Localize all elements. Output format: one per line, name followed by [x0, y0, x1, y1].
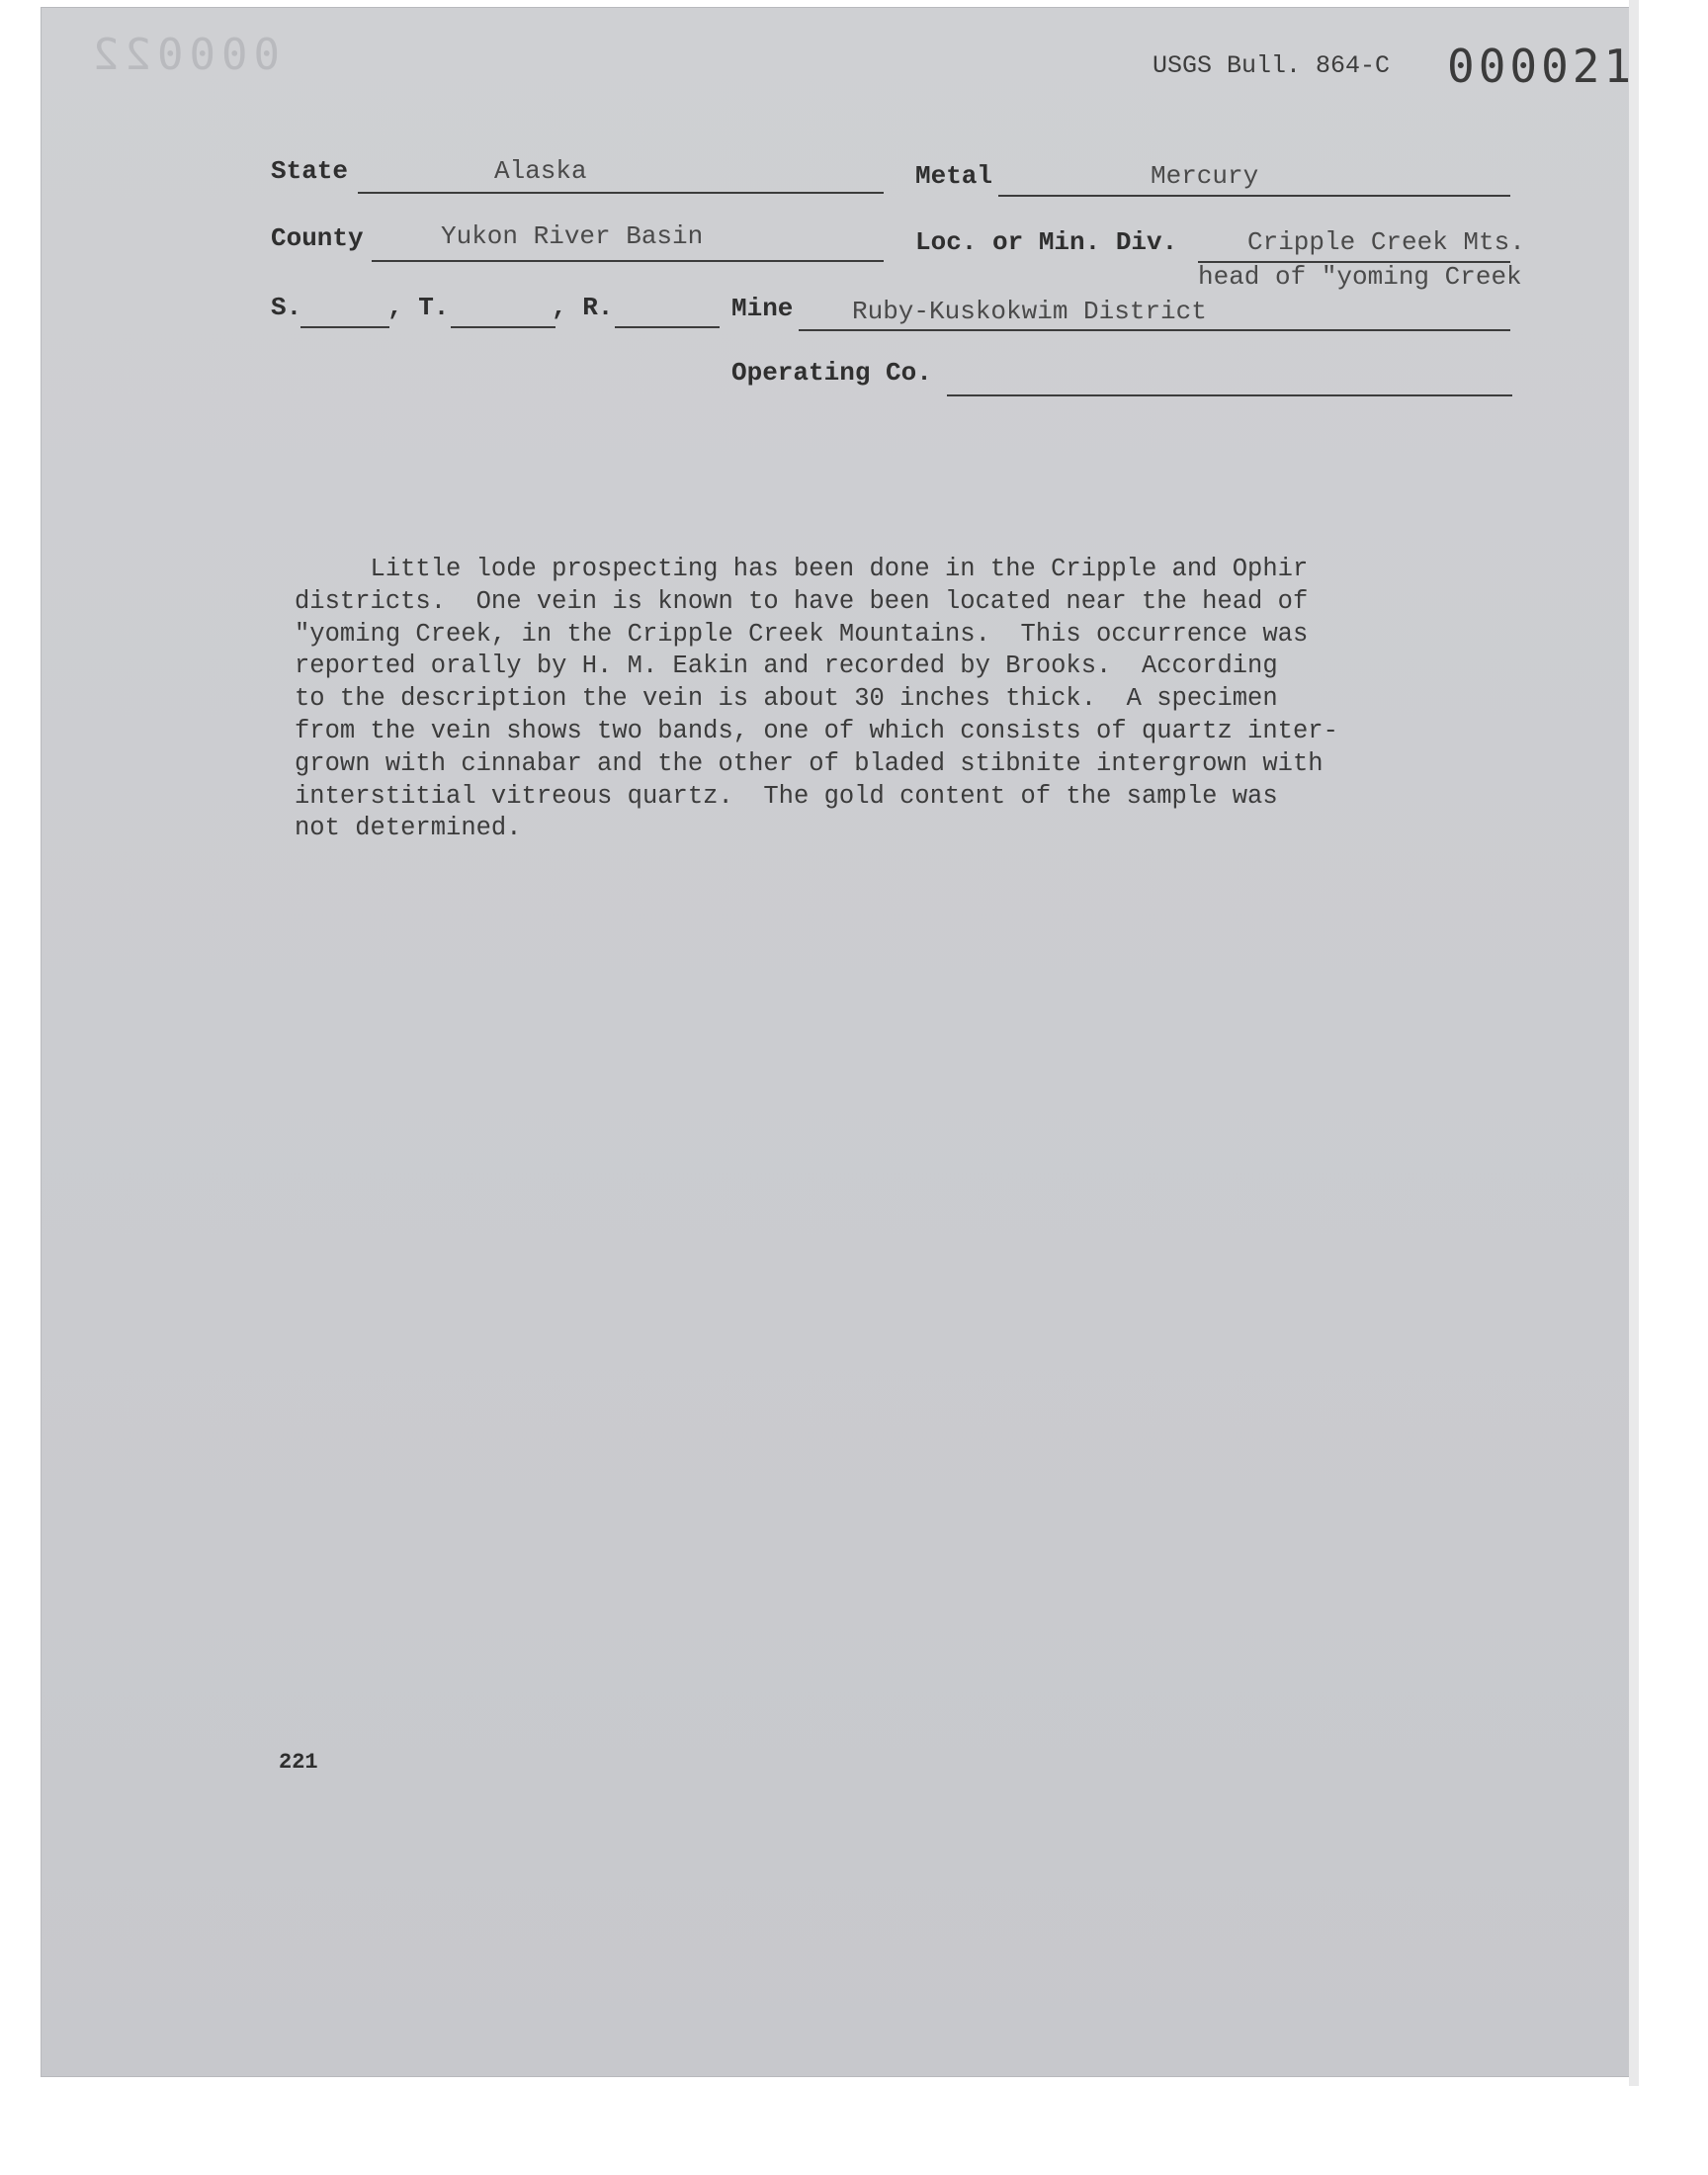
operating-co-rule [947, 394, 1512, 396]
paragraph-line: to the description the vein is about 30 inches thick. A specimen [295, 684, 1278, 714]
loc-value-line1: Cripple Creek Mts. [1247, 227, 1525, 257]
paragraph-line: "yoming Creek, in the Cripple Creek Mountains. This occurrence was [295, 619, 1309, 649]
township-rule [451, 326, 555, 328]
range-label: , R. [552, 293, 614, 322]
county-value: Yukon River Basin [441, 221, 704, 251]
metal-rule [998, 195, 1510, 197]
range-rule [615, 326, 720, 328]
section-label: S. [271, 293, 302, 322]
state-rule [358, 192, 884, 194]
metal-label: Metal [915, 161, 993, 191]
state-label: State [271, 156, 349, 186]
paragraph-line: from the vein shows two bands, one of which consists of quartz inter- [295, 716, 1338, 745]
page-number: 221 [279, 1750, 318, 1775]
section-rule [300, 326, 389, 328]
township-label: , T. [387, 293, 450, 322]
paragraph-line: reported orally by H. M. Eakin and recorded by Brooks. According [295, 652, 1278, 681]
loc-label: Loc. or Min. Div. [915, 227, 1178, 257]
paragraph-line: interstitial vitreous quartz. The gold content of the sample was [295, 781, 1278, 811]
metal-value: Mercury [1151, 161, 1259, 191]
paragraph-line: not determined. [295, 814, 522, 843]
county-rule [372, 260, 884, 262]
paragraph-line: districts. One vein is known to have been located near the head of [295, 586, 1309, 616]
county-label: County [271, 223, 364, 253]
operating-co-label: Operating Co. [731, 358, 932, 388]
loc-value-line2: head of "yoming Creek [1198, 262, 1522, 292]
sheet-edge [1629, 0, 1639, 2086]
state-value: Alaska [494, 156, 587, 186]
paragraph-line: Little lode prospecting has been done in the Cripple and Ophir [295, 555, 1309, 583]
mine-rule [799, 329, 1510, 331]
paragraph-line: grown with cinnabar and the other of bladed stibnite intergrown with [295, 748, 1324, 778]
mine-label: Mine [731, 294, 794, 323]
bulletin-reference: USGS Bull. 864-C [1153, 51, 1391, 80]
document-stamp-number: 000021 [1447, 40, 1636, 93]
mine-value: Ruby-Kuskokwim District [852, 297, 1207, 326]
ghost-bleedthrough-number: 000022 [87, 30, 280, 80]
description-paragraph [295, 554, 1338, 845]
